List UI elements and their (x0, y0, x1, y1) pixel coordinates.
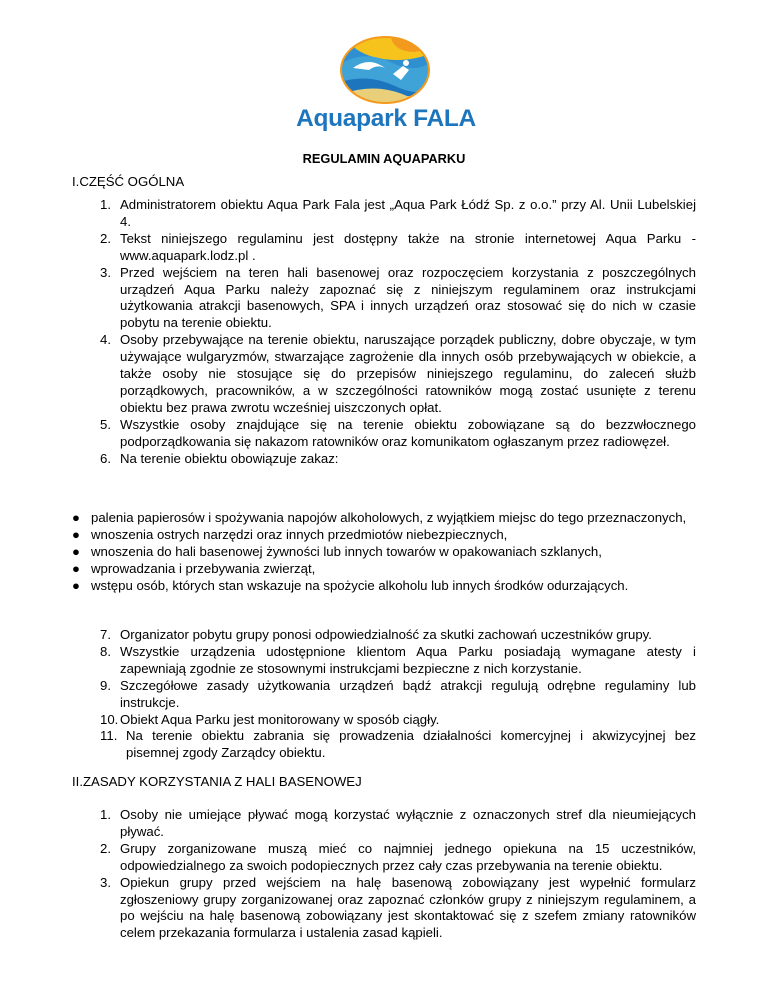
item-text: Obiekt Aqua Parku jest monitorowany w sposób ciągły. (120, 711, 440, 727)
item-text: Na terenie obiektu obowiązuje zakaz: (120, 450, 339, 466)
item-text: Opiekun grupy przed wejściem na halę basenową zobowiązany jest wypełnić formularz zgłoszeniowy grupy zorganizowanej oraz zapoznać członków grupy z niniejszym regulaminem, a po wejściu na halę basenową zobowiązany jest skontaktować się z szefem zmiany ratowników celem przekazania formularza i ustalenia zasad kąpieli. (120, 874, 696, 941)
item-number: 8. (100, 643, 111, 659)
item-text: Tekst niniejszego regulaminu jest dostępny także na stronie internetowej Aqua Parku - www.aquapark.lodz.pl . (120, 230, 696, 263)
bullet-item (72, 544, 696, 561)
section-1-list-a (72, 197, 696, 468)
list-item (72, 728, 696, 762)
item-number: 7. (100, 627, 111, 642)
list-item (72, 875, 696, 943)
bullet-dot-icon: ● (72, 560, 80, 576)
item-text: Wszystkie urządzenia udostępnione klientom Aqua Parku posiadają wymagane atesty i zapewniają zgodnie ze stosownymi instrukcjami bezpieczne z nich korzystanie. (120, 643, 696, 676)
bullet-dot-icon: ● (72, 526, 80, 542)
list-item (72, 417, 696, 451)
logo-text: Aquapark FALA (296, 105, 476, 132)
list-item (72, 841, 696, 875)
bullet-item (72, 527, 696, 544)
list-item (72, 678, 696, 712)
item-number: 3. (100, 264, 111, 280)
section-2-heading: II.ZASADY KORZYSTANIA Z HALI BASENOWEJ (72, 774, 362, 789)
bullet-item (72, 510, 696, 527)
item-number: 1. (100, 807, 111, 822)
item-number: 6. (100, 450, 111, 466)
page-title: REGULAMIN AQUAPARKU (302, 151, 466, 166)
list-item (72, 451, 696, 468)
item-text: Wszystkie osoby znajdujące się na terenie obiektu zobowiązane są do bezzwłocznego podporządkowania się nakazom ratowników oraz komunikatom ogłaszanym przez radiowęzeł. (120, 416, 696, 449)
section-1-heading: I.CZĘŚĆ OGÓLNA (72, 174, 185, 189)
item-number: 5. (100, 416, 111, 432)
list-item (72, 231, 696, 265)
bullet-dot-icon: ● (72, 577, 80, 593)
item-number: 4. (100, 332, 111, 348)
item-number: 2. (100, 840, 111, 856)
prohibitions-list (72, 510, 696, 595)
bullet-text: wprowadzania i przebywania zwierząt, (91, 560, 316, 576)
list-item (72, 644, 696, 678)
bullet-item (72, 578, 696, 595)
section-2-list (72, 807, 696, 942)
bullet-text: wnoszenia ostrych narzędzi oraz innych przedmiotów niebezpiecznych, (91, 526, 508, 542)
item-text: Szczegółowe zasady użytkowania urządzeń bądź atrakcji regulują odrębne regulaminy lub instrukcje. (120, 677, 696, 710)
bullet-text: palenia papierosów i spożywania napojów alkoholowych, z wyjątkiem miejsc do tego przeznaczonych, (91, 510, 687, 525)
item-text: Osoby przebywające na terenie obiektu, naruszające porządek publiczny, dobre obyczaje, w tym używające wulgaryzmów, stwarzające zagrożenie dla innych osób przebywających w obiekcie, a także osoby nie stosujące się do przepisów niniejszego regulaminu, do zaleceń służb porządkowych, pracowników, a w szczególności ratowników mogą zostać usunięte z terenu obiektu bez prawa zwrotu wcześniej uiszczonych opłat. (120, 332, 696, 415)
wave-sun-emblem-icon (335, 28, 435, 106)
list-item (72, 332, 696, 417)
list-item (72, 712, 696, 729)
bullet-dot-icon: ● (72, 510, 80, 525)
item-number: 10. (100, 711, 119, 727)
aquapark-fala-logo (283, 28, 489, 132)
list-item (72, 807, 696, 841)
item-text: Na terenie obiektu zabrania się prowadzenia działalności komercyjnej i akwizycyjnej bez pisemnej zgody Zarządcy obiektu. (126, 728, 696, 761)
item-text: Osoby nie umiejące pływać mogą korzystać wyłącznie z oznaczonych stref dla nieumiejących pływać. (120, 807, 696, 839)
item-text: Przed wejściem na teren hali basenowej oraz rozpoczęciem korzystania z poszczególnych urządzeń Aqua Parku należy zapoznać się z niniejszym regulaminem oraz instrukcjami użytkowania atrakcji basenowych, SPA i innych urządzeń oraz stosować się do nich w czasie pobytu na terenie obiektu. (120, 264, 696, 331)
bullet-item (72, 561, 696, 578)
list-item (72, 627, 696, 644)
list-item (72, 265, 696, 333)
item-number: 1. (100, 197, 111, 212)
item-number: 3. (100, 874, 111, 890)
item-number: 11. (100, 728, 118, 744)
section-1-list-b (72, 627, 696, 762)
item-text: Organizator pobytu grupy ponosi odpowiedzialność za skutki zachowań uczestników grupy. (120, 627, 652, 642)
item-number: 2. (100, 230, 111, 246)
bullet-dot-icon: ● (72, 543, 80, 559)
item-number: 9. (100, 677, 111, 693)
bullet-text: wstępu osób, których stan wskazuje na spożycie alkoholu lub innych środków odurzających. (91, 577, 629, 593)
item-text: Administratorem obiektu Aqua Park Fala jest „Aqua Park Łódź Sp. z o.o.” przy Al. Unii Lubelskiej 4. (120, 197, 696, 229)
bullet-text: wnoszenia do hali basenowej żywności lub innych towarów w opakowaniach szklanych, (91, 543, 602, 559)
list-item (72, 197, 696, 231)
item-text: Grupy zorganizowane muszą mieć co najmniej jednego opiekuna na 15 uczestników, odpowiedzialnego za swoich podopiecznych przez cały czas przebywania na terenie obiektu. (120, 840, 696, 873)
